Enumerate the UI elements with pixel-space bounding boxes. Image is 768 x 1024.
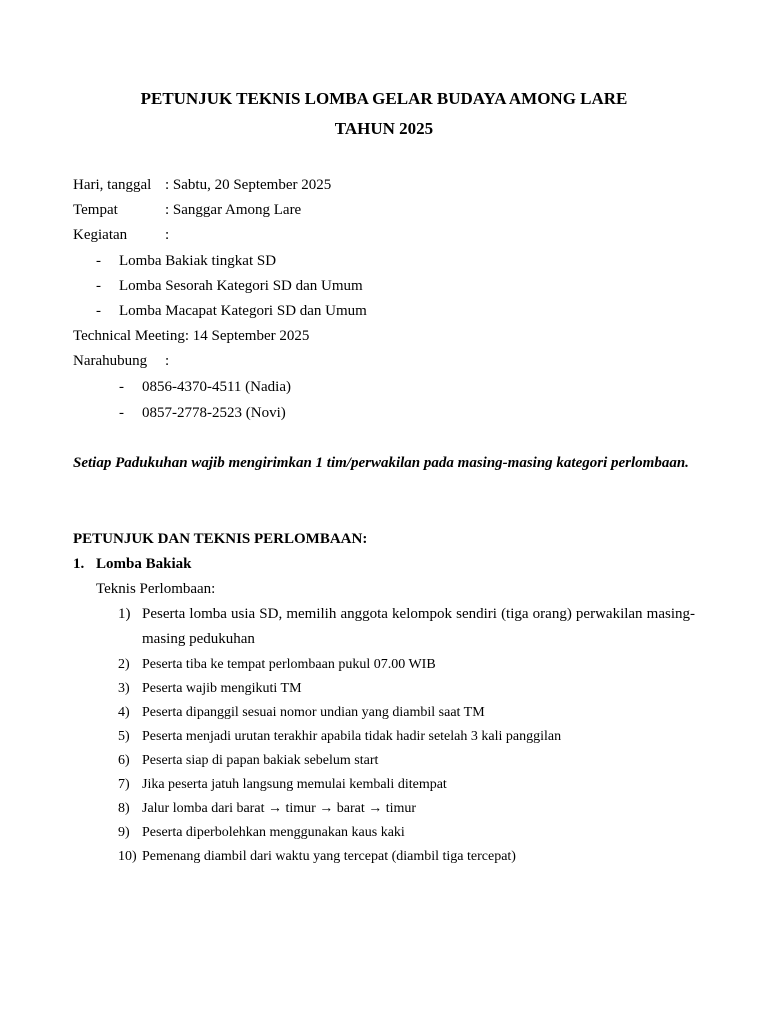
rule-number: 2)	[118, 657, 130, 672]
rule-text: Peserta tiba ke tempat perlombaan pukul 07.00 WIB	[142, 657, 436, 672]
rule-number: 9)	[118, 825, 130, 840]
subsection-number: 1.	[73, 556, 85, 572]
info-kegiatan-row	[73, 226, 169, 244]
teknis-label: Teknis Perlombaan:	[96, 581, 216, 597]
rule-text: Peserta lomba usia SD, memilih anggota kelompok sendiri (tiga orang) perwakilan masing-masing pedukuhan	[142, 606, 695, 647]
section-heading: PETUNJUK DAN TEKNIS PERLOMBAAN:	[73, 531, 368, 547]
bullet-dash: -	[96, 278, 101, 294]
hari-label: Hari, tanggal	[73, 177, 152, 193]
rule-number: 10)	[118, 849, 137, 864]
narahubung-colon: :	[165, 353, 170, 369]
rule-text: Pemenang diambil dari waktu yang tercepat (diambil tiga tercepat)	[142, 849, 516, 864]
document-title: PETUNJUK TEKNIS LOMBA GELAR BUDAYA AMONG LARE	[140, 89, 628, 108]
kegiatan-item: Lomba Sesorah Kategori SD dan Umum	[119, 278, 363, 294]
rule-text: Peserta wajib mengikuti TM	[142, 681, 302, 696]
rule-text: Jalur lomba dari barat → timur → barat → timur	[142, 801, 417, 816]
narahubung-label: Narahubung	[73, 353, 148, 369]
rule-text: Peserta siap di papan bakiak sebelum start	[142, 753, 379, 768]
rule-number: 5)	[118, 729, 130, 744]
bullet-dash: -	[96, 303, 101, 319]
bullet-dash: -	[119, 405, 124, 421]
kegiatan-colon: :	[165, 227, 170, 243]
contact-item: 0856-4370-4511 (Nadia)	[142, 379, 291, 395]
rule-number: 8)	[118, 801, 130, 816]
kegiatan-item: Lomba Macapat Kategori SD dan Umum	[119, 303, 367, 319]
contact-item: 0857-2778-2523 (Novi)	[142, 405, 286, 421]
rule-text: Jika peserta jatuh langsung memulai kembali ditempat	[142, 777, 447, 792]
tempat-value: : Sanggar Among Lare	[165, 202, 302, 218]
info-tempat-row	[73, 201, 301, 219]
rule-text: Peserta diperbolehkan menggunakan kaus kaki	[142, 825, 405, 840]
notice-paragraph: Setiap Padukuhan wajib mengirimkan 1 tim/perwakilan pada masing-masing kategori perlombaan.	[73, 455, 689, 471]
info-narahubung-row	[73, 352, 169, 370]
rule-number: 1)	[118, 606, 131, 622]
technical-meeting: Technical Meeting: 14 September 2025	[73, 328, 310, 344]
bullet-dash: -	[96, 253, 101, 269]
rule-number: 4)	[118, 705, 130, 720]
rule-number: 6)	[118, 753, 130, 768]
rule-number: 7)	[118, 777, 130, 792]
document-title-year: TAHUN 2025	[334, 119, 434, 138]
kegiatan-label: Kegiatan	[73, 227, 128, 243]
hari-value: : Sabtu, 20 September 2025	[165, 177, 332, 193]
rule-text: Peserta dipanggil sesuai nomor undian yang diambil saat TM	[142, 705, 485, 720]
subsection-title: Lomba Bakiak	[96, 556, 192, 572]
rule-text: Peserta menjadi urutan terakhir apabila tidak hadir setelah 3 kali panggilan	[142, 729, 562, 744]
tempat-label: Tempat	[73, 202, 118, 218]
rule-number: 3)	[118, 681, 130, 696]
info-hari-row	[73, 176, 331, 194]
bullet-dash: -	[119, 379, 124, 395]
kegiatan-item: Lomba Bakiak tingkat SD	[119, 253, 277, 269]
